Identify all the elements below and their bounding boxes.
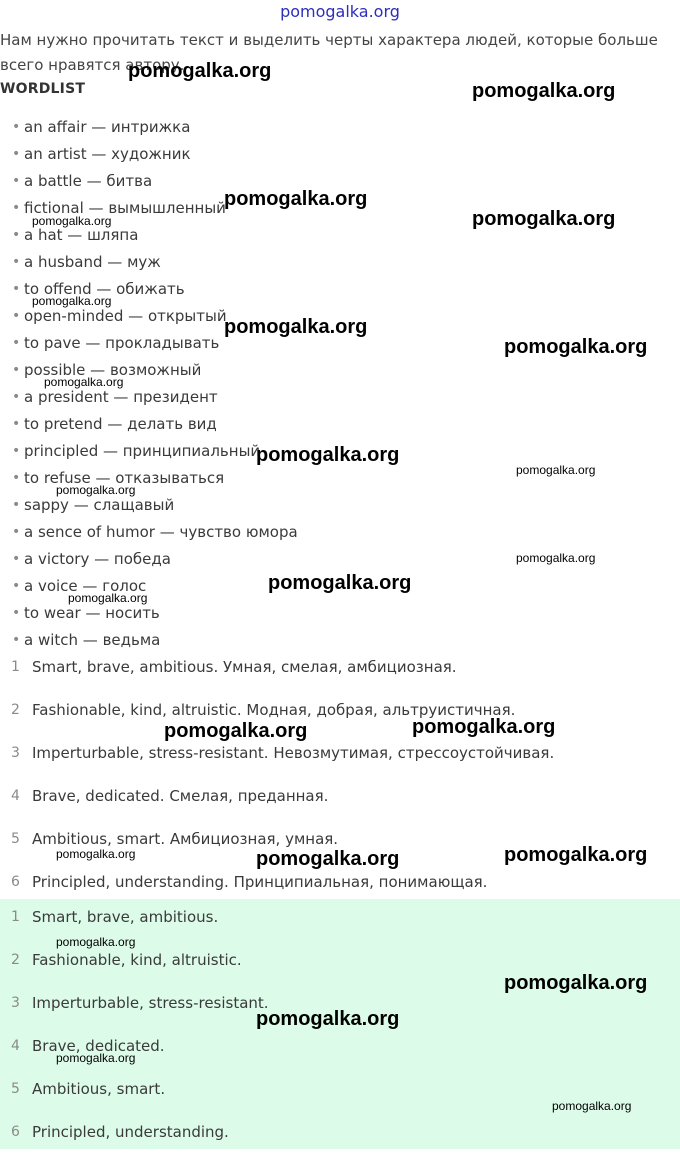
wordlist-entry: a sence of humor — чувство юмора <box>24 523 298 541</box>
watermark: pomogalka.org <box>56 1051 136 1065</box>
watermark: pomogalka.org <box>256 444 400 466</box>
wordlist-entry: open-minded — открытый <box>24 307 227 325</box>
answer-number: 6 <box>11 874 20 890</box>
wordlist-entry: a voice — голос <box>24 577 147 595</box>
watermark: pomogalka.org <box>56 483 136 497</box>
answer-number: 4 <box>11 788 20 804</box>
watermark: pomogalka.org <box>32 294 112 308</box>
answer-number: 4 <box>11 1038 20 1054</box>
answer-number: 2 <box>11 952 20 968</box>
watermark: pomogalka.org <box>224 188 368 210</box>
wordlist-entry: sappy — слащавый <box>24 496 175 514</box>
wordlist-entry: to wear — носить <box>24 604 160 622</box>
wordlist-entry: to refuse — отказываться <box>24 469 225 487</box>
watermark: pomogalka.org <box>32 214 112 228</box>
answer-text: Brave, dedicated. Смелая, преданная. <box>32 787 329 805</box>
watermark: pomogalka.org <box>56 935 136 949</box>
wordlist-entry: to pave — прокладывать <box>24 334 220 352</box>
watermark: pomogalka.org <box>128 60 272 82</box>
watermark: pomogalka.org <box>256 1008 400 1030</box>
wordlist-item <box>0 141 680 168</box>
wordlist-entry: a battle — битва <box>24 172 153 190</box>
watermark: pomogalka.org <box>472 208 616 230</box>
answer-number: 3 <box>11 745 20 761</box>
bullet-icon: • <box>12 173 21 189</box>
answer-item <box>0 695 680 738</box>
bullet-icon: • <box>12 119 21 135</box>
wordlist-item <box>0 627 680 654</box>
answers-with-translation <box>0 652 680 910</box>
watermark: pomogalka.org <box>504 972 648 994</box>
watermark: pomogalka.org <box>44 375 124 389</box>
wordlist-entry: a victory — победа <box>24 550 171 568</box>
watermark: pomogalka.org <box>504 844 648 866</box>
watermark: pomogalka.org <box>504 336 648 358</box>
bullet-icon: • <box>12 605 21 621</box>
wordlist-entry: a witch — ведьма <box>24 631 161 649</box>
wordlist-entry: fictional — вымышленный <box>24 199 226 217</box>
watermark: pomogalka.org <box>224 316 368 338</box>
bullet-icon: • <box>12 443 21 459</box>
site-header-link[interactable]: pomogalka.org <box>280 2 400 21</box>
bullet-icon: • <box>12 551 21 567</box>
answer-number: 6 <box>11 1124 20 1140</box>
answer-number: 3 <box>11 995 20 1011</box>
watermark: pomogalka.org <box>256 848 400 870</box>
wordlist-entry: to pretend — делать вид <box>24 415 217 433</box>
answer-number: 5 <box>11 831 20 847</box>
wordlist-title: WORDLIST <box>0 81 86 97</box>
bullet-icon: • <box>12 416 21 432</box>
answer-number: 1 <box>11 909 20 925</box>
watermark: pomogalka.org <box>268 572 412 594</box>
bullet-icon: • <box>12 308 21 324</box>
wordlist-entry: an affair — интрижка <box>24 118 191 136</box>
watermark: pomogalka.org <box>68 591 148 605</box>
bullet-icon: • <box>12 470 21 486</box>
bullet-icon: • <box>12 200 21 216</box>
wordlist-item <box>0 249 680 276</box>
answer-text: Smart, brave, ambitious. <box>32 908 219 926</box>
watermark: pomogalka.org <box>516 551 596 565</box>
wordlist-entry: an artist — художник <box>24 145 191 163</box>
wordlist-item <box>0 411 680 438</box>
answer-text: Brave, dedicated. <box>32 1037 165 1055</box>
answer-text: Smart, brave, ambitious. Умная, смелая, амбициозная. <box>32 658 457 676</box>
bullet-icon: • <box>12 281 21 297</box>
bullet-icon: • <box>12 578 21 594</box>
answer-text: Fashionable, kind, altruistic. Модная, добрая, альтруистичная. <box>32 701 516 719</box>
watermark: pomogalka.org <box>56 847 136 861</box>
wordlist-entry: possible — возможный <box>24 361 202 379</box>
answer-text: Ambitious, smart. <box>32 1080 166 1098</box>
bullet-icon: • <box>12 524 21 540</box>
answer-text: Imperturbable, stress-resistant. <box>32 994 269 1012</box>
bullet-icon: • <box>12 254 21 270</box>
bullet-icon: • <box>12 497 21 513</box>
answer-number: 1 <box>11 659 20 675</box>
answer-text: Principled, understanding. Принципиальная, понимающая. <box>32 873 488 891</box>
answer-item <box>0 1117 680 1160</box>
bullet-icon: • <box>12 227 21 243</box>
watermark: pomogalka.org <box>412 716 556 738</box>
watermark: pomogalka.org <box>164 720 308 742</box>
answer-number: 2 <box>11 702 20 718</box>
task-text: Нам нужно прочитать текст и выделить черты характера людей, которые больше всего нравятся автору. <box>0 31 658 74</box>
wordlist-entry: principled — принципиальный <box>24 442 261 460</box>
answer-text: Fashionable, kind, altruistic. <box>32 951 242 969</box>
answer-text: Ambitious, smart. Амбициозная, умная. <box>32 830 339 848</box>
wordlist-item <box>0 519 680 546</box>
wordlist-item <box>0 114 680 141</box>
watermark: pomogalka.org <box>552 1099 632 1113</box>
answer-text: Principled, understanding. <box>32 1123 229 1141</box>
wordlist-entry: a hat — шляпа <box>24 226 139 244</box>
wordlist-entry: a husband — муж <box>24 253 161 271</box>
bullet-icon: • <box>12 389 21 405</box>
answer-number: 5 <box>11 1081 20 1097</box>
wordlist-entry: to offend — обижать <box>24 280 185 298</box>
answer-item <box>0 652 680 695</box>
watermark: pomogalka.org <box>516 463 596 477</box>
bullet-icon: • <box>12 146 21 162</box>
answer-item <box>0 738 680 781</box>
bullet-icon: • <box>12 632 21 648</box>
answer-item <box>0 781 680 824</box>
bullet-icon: • <box>12 362 21 378</box>
watermark: pomogalka.org <box>472 80 616 102</box>
wordlist-entry: a president — президент <box>24 388 218 406</box>
bullet-icon: • <box>12 335 21 351</box>
answer-text: Imperturbable, stress-resistant. Невозмутимая, стрессоустойчивая. <box>32 744 555 762</box>
